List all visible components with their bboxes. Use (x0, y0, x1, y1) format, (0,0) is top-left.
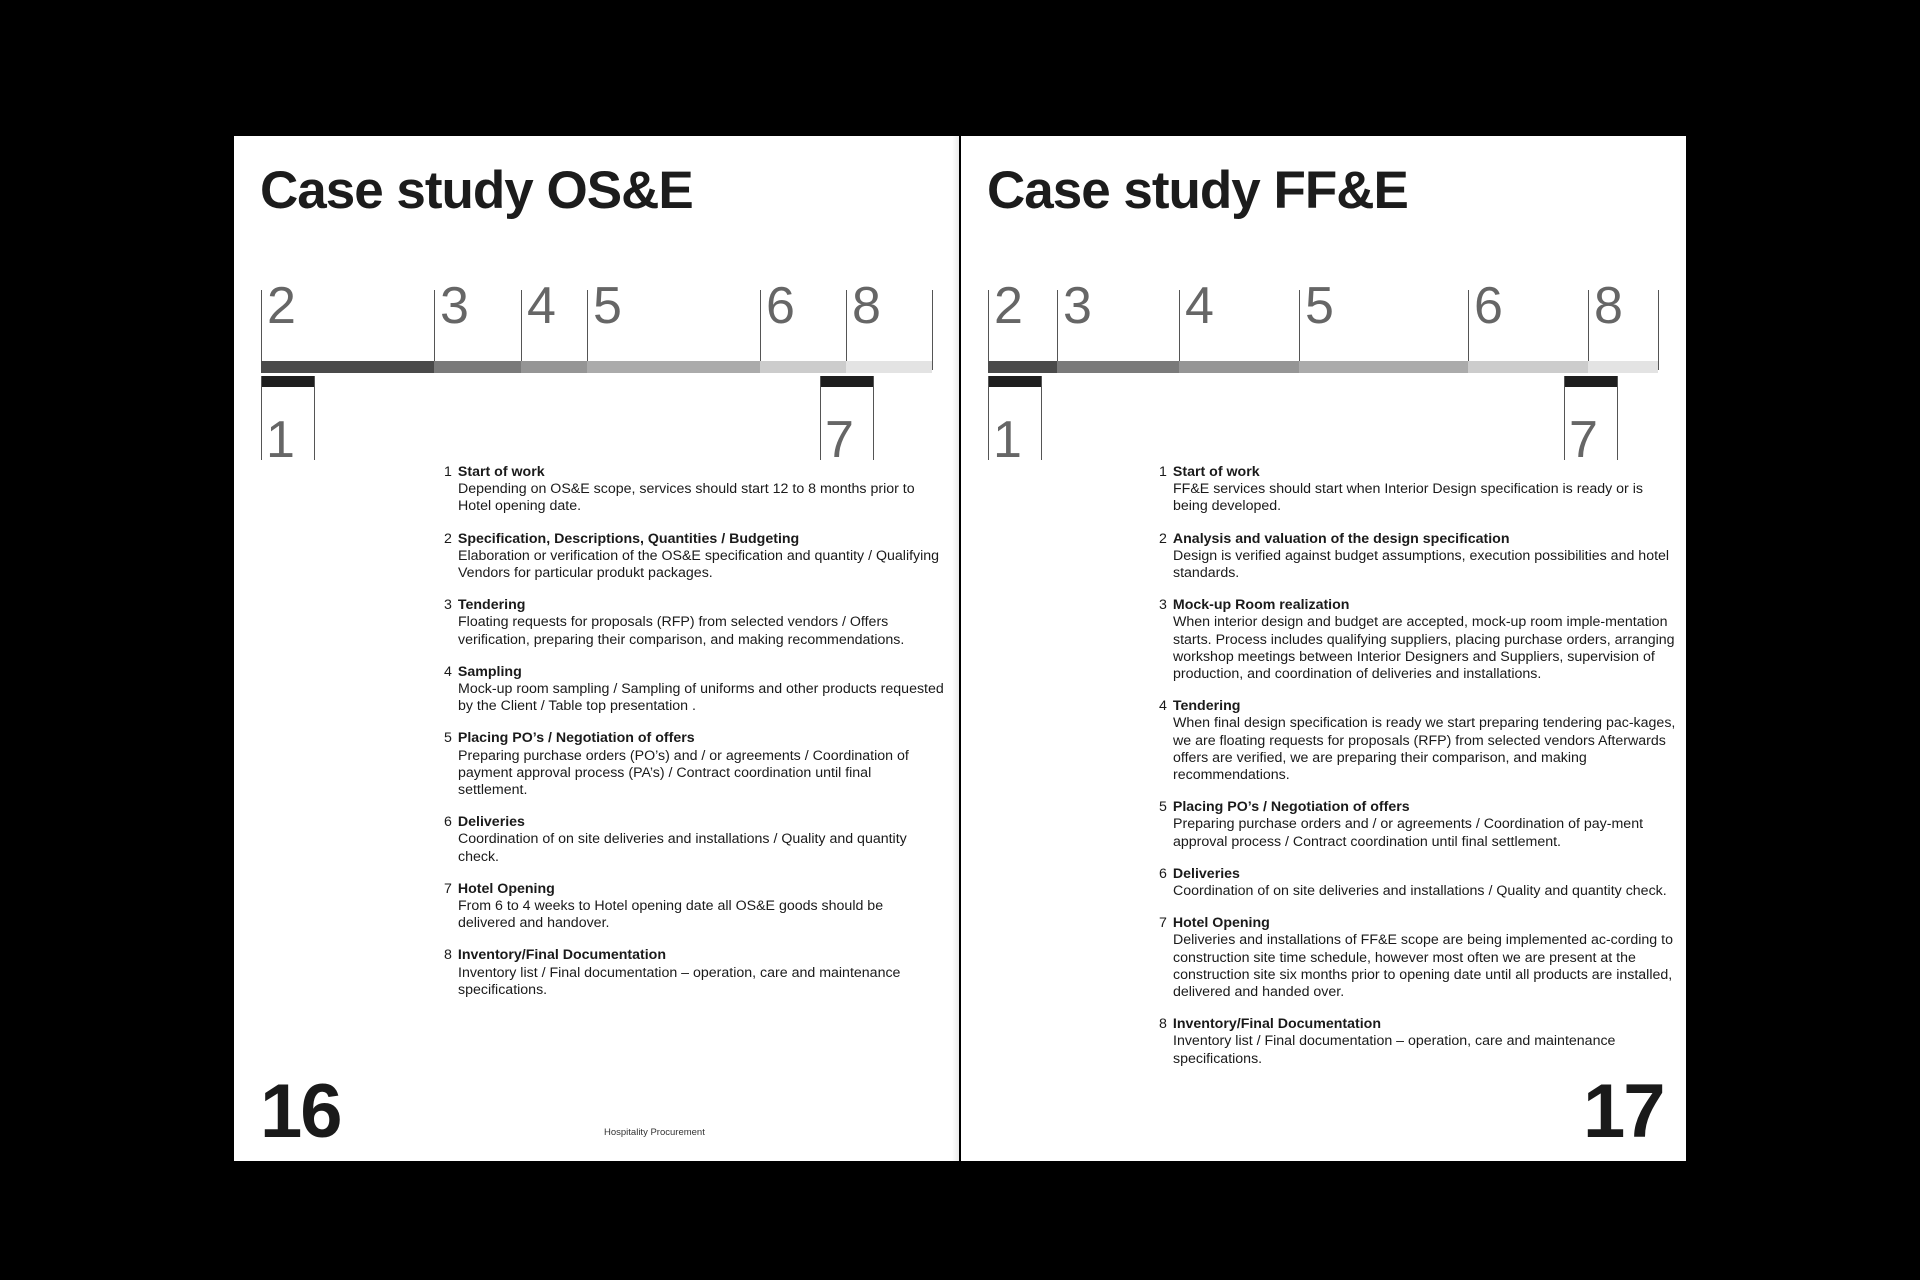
step-number: 5 (1159, 799, 1167, 816)
timeline-milestone-bar (1565, 376, 1617, 387)
step-number: 4 (444, 663, 452, 680)
step-heading (444, 814, 944, 831)
timeline-milestone-number: 7 (825, 411, 854, 469)
timeline-milestone-number: 1 (266, 411, 295, 469)
step-heading (444, 531, 944, 548)
timeline-milestone-number: 1 (993, 411, 1022, 469)
step-item (1159, 799, 1679, 851)
step-title: Start of work (457, 464, 545, 480)
timeline-phase-number: 6 (766, 277, 795, 335)
step-description: Deliveries and installations of FF&E scope are being implemented ac-cording to construction site time schedule, however most often we are present at the construction site six months prior to opening date until all products are installed, delivered and handed over. (1173, 932, 1673, 1001)
step-title: Analysis and valuation of the design specification (1172, 530, 1510, 547)
step-number: 7 (444, 880, 452, 897)
timeline-phase-number: 5 (593, 277, 622, 335)
step-number: 7 (1159, 915, 1167, 932)
footer-text: Hospitality Procurement (604, 1127, 705, 1138)
step-item (444, 881, 944, 933)
step-description: Elaboration or verification of the OS&E specification and quantity / Qualifying Vendors for particular produkt packages. (458, 547, 940, 582)
timeline-phase-bar (846, 361, 932, 373)
timeline-phase-bar (1179, 361, 1299, 373)
step-item (444, 664, 944, 716)
timeline-milestone-bar (262, 376, 314, 387)
timeline-phase-number: 2 (267, 277, 296, 335)
step-description: Inventory list / Final documentation – operation, care and maintenance specifications. (1173, 1033, 1616, 1067)
timeline-phase-bar (587, 361, 760, 373)
step-description: Depending on OS&E scope, services should start 12 to 8 months prior to Hotel opening date. (458, 481, 915, 515)
step-number: 2 (1159, 530, 1167, 547)
timeline-phase-bar (1468, 361, 1588, 373)
step-heading (444, 881, 944, 898)
step-heading (1159, 531, 1679, 548)
timeline-phase-bar (1588, 361, 1658, 373)
step-description: Preparing purchase orders and / or agreements / Coordination of pay-ment approval process / Contract coordination until final settlement. (1173, 816, 1644, 850)
timeline-milestone-bar (989, 376, 1041, 387)
step-description: Mock-up room sampling / Sampling of uniforms and other products requested by the Client / Table top presentation . (458, 681, 944, 715)
step-item (1159, 1016, 1679, 1068)
timeline-phase-number: 3 (1063, 277, 1092, 335)
step-description: Inventory list / Final documentation – operation, care and maintenance specifications. (458, 964, 901, 998)
step-number: 4 (1159, 698, 1167, 715)
timeline-phase-number: 3 (440, 277, 469, 335)
timeline-chart (234, 136, 959, 469)
timeline-marker-line (434, 290, 435, 370)
step-title: Deliveries (1172, 865, 1240, 882)
timeline-phase-bar (1299, 361, 1468, 373)
page-title: Case study OS&E (260, 161, 693, 220)
timeline-phase-bar (261, 361, 434, 373)
step-item (1159, 698, 1679, 784)
timeline-phase-bar (434, 361, 521, 373)
step-heading (1159, 1016, 1679, 1033)
step-title: Inventory/Final Documentation (1172, 1016, 1381, 1033)
step-item (444, 597, 944, 649)
step-number: 6 (444, 814, 452, 831)
step-heading (444, 947, 944, 964)
timeline-marker-line (521, 290, 522, 370)
page-number: 17 (1583, 1069, 1664, 1154)
step-item (1159, 597, 1679, 683)
step-description: When final design specification is ready we start preparing tendering pac-kages, we are floating requests for proposals (RFP) from selected vendors Afterwards offers are verified, we are preparing their comparison, and making recommendations. (1173, 715, 1676, 784)
step-title: Deliveries (457, 814, 525, 831)
step-title: Tendering (1172, 698, 1241, 715)
right-page (961, 136, 1686, 1161)
step-number: 3 (1159, 597, 1167, 614)
step-number: 3 (444, 597, 452, 614)
step-list (444, 464, 944, 1014)
step-item (1159, 866, 1679, 900)
step-heading (1159, 698, 1679, 715)
timeline-marker-line (261, 290, 262, 370)
step-item (444, 464, 944, 516)
left-page (234, 136, 959, 1161)
step-item (444, 730, 944, 799)
timeline-marker-line (1179, 290, 1180, 370)
timeline-phase-number: 2 (994, 277, 1023, 335)
step-description: When interior design and budget are accepted, mock-up room imple-mentation starts. Process includes qualifying suppliers, placing purchase orders, arranging workshop meetings between Interior Designers and Suppliers, supervision of production, and coordination of deliveries and installations. (1173, 614, 1675, 683)
step-item (444, 947, 944, 999)
timeline-marker-line (846, 290, 847, 370)
step-heading (1159, 915, 1679, 932)
step-description: Design is verified against budget assumptions, execution possibilities and hotel standards. (1173, 547, 1670, 582)
step-item (1159, 531, 1679, 583)
step-title: Mock-up Room realization (1172, 597, 1350, 614)
step-heading (444, 730, 944, 747)
step-heading (444, 597, 944, 614)
timeline-marker-line (760, 290, 761, 370)
step-title: Placing PO’s / Negotiation of offers (1172, 799, 1410, 816)
timeline-phase-number: 4 (527, 277, 556, 335)
step-heading (1159, 597, 1679, 614)
step-title: Start of work (1172, 464, 1260, 480)
timeline-marker-line (1057, 290, 1058, 370)
step-number: 2 (444, 530, 452, 547)
timeline-end-line (932, 290, 933, 370)
timeline-phase-number: 4 (1185, 277, 1214, 335)
step-heading (1159, 799, 1679, 816)
step-heading (444, 664, 944, 681)
step-description: Coordination of on site deliveries and installations / Quality and quantity check. (1173, 883, 1667, 900)
step-description: FF&E services should start when Interior Design specification is ready or is being developed. (1173, 481, 1643, 515)
step-list (1159, 464, 1679, 1083)
timeline-phase-bar (521, 361, 587, 373)
timeline-end-line (1658, 290, 1659, 370)
step-title: Sampling (457, 663, 522, 680)
step-heading (1159, 464, 1679, 481)
step-heading (444, 464, 944, 481)
timeline-phase-number: 6 (1474, 277, 1503, 335)
timeline-phase-number: 8 (852, 277, 881, 335)
step-description: Preparing purchase orders (PO’s) and / or agreements / Coordination of payment approval process (PA’s) / Contract coordination until final settlement. (458, 747, 909, 799)
timeline-marker-line (1468, 290, 1469, 370)
timeline-marker-line (1588, 290, 1589, 370)
step-item (444, 531, 944, 583)
step-heading (1159, 866, 1679, 883)
step-title: Inventory/Final Documentation (457, 947, 666, 964)
timeline-marker-line (587, 290, 588, 370)
timeline-phase-bar (760, 361, 846, 373)
timeline-phase-number: 5 (1305, 277, 1334, 335)
step-title: Placing PO’s / Negotiation of offers (457, 730, 695, 747)
step-title: Hotel Opening (457, 880, 555, 897)
step-item (1159, 464, 1679, 516)
step-item (1159, 915, 1679, 1001)
timeline-phase-bar (1057, 361, 1179, 373)
step-number: 1 (444, 464, 452, 480)
step-number: 6 (1159, 865, 1167, 882)
step-number: 8 (1159, 1016, 1167, 1033)
timeline-milestone-number: 7 (1569, 411, 1598, 469)
timeline-phase-bar (988, 361, 1057, 373)
step-number: 8 (444, 947, 452, 964)
timeline-chart (961, 136, 1686, 469)
step-title: Hotel Opening (1172, 915, 1270, 932)
step-description: From 6 to 4 weeks to Hotel opening date all OS&E goods should be delivered and handover. (458, 898, 884, 932)
step-title: Specification, Descriptions, Quantities / Budgeting (457, 530, 800, 547)
timeline-marker-line (1299, 290, 1300, 370)
timeline-marker-line (988, 290, 989, 370)
step-number: 1 (1159, 464, 1167, 480)
step-number: 5 (444, 730, 452, 747)
timeline-milestone-bar (821, 376, 873, 387)
page-title: Case study FF&E (987, 161, 1408, 220)
step-title: Tendering (457, 597, 526, 614)
step-description: Floating requests for proposals (RFP) from selected vendors / Offers verification, preparing their comparison, and making recommendations. (458, 614, 905, 648)
step-item (444, 814, 944, 866)
step-description: Coordination of on site deliveries and installations / Quality and quantity check. (458, 831, 907, 865)
timeline-phase-number: 8 (1594, 277, 1623, 335)
page-number: 16 (260, 1069, 341, 1154)
